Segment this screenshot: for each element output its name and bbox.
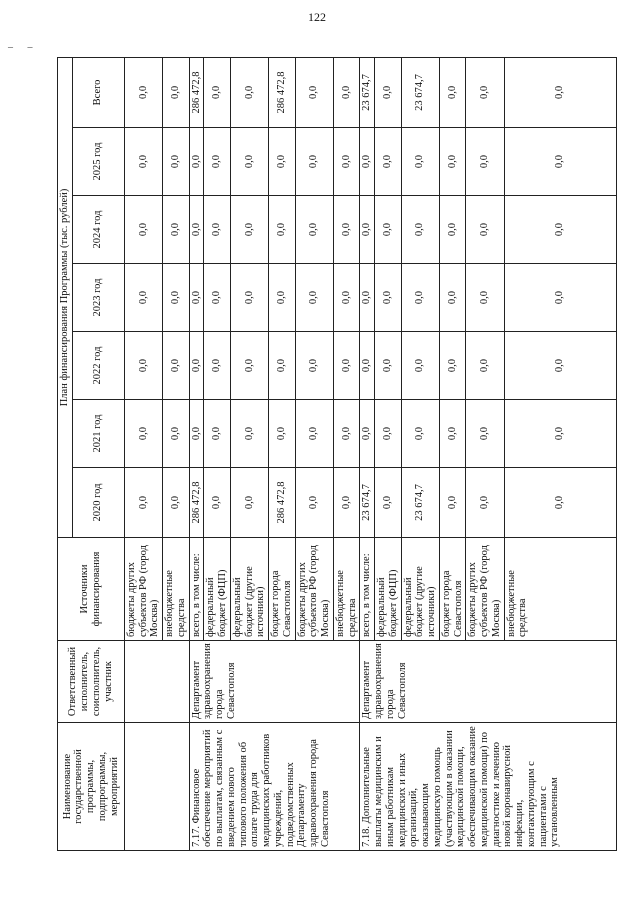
- year-value: 0,0: [333, 400, 360, 468]
- funding-source: федеральный бюджет (ФЦП): [204, 538, 231, 641]
- year-value: 0,0: [124, 468, 162, 538]
- year-value: 0,0: [295, 468, 333, 538]
- year-value: 0,0: [466, 264, 504, 332]
- table-body: [124, 57, 616, 850]
- year-value: 0,0: [269, 400, 296, 468]
- year-value: 0,0: [504, 400, 616, 468]
- year-value: 0,0: [204, 400, 231, 468]
- year-value: 0,0: [333, 128, 360, 196]
- year-value: 0,0: [360, 128, 375, 196]
- year-value: 0,0: [189, 332, 204, 400]
- year-value: 0,0: [504, 196, 616, 264]
- year-value: 0,0: [230, 264, 268, 332]
- total-value: 286 472,8: [189, 57, 204, 127]
- header-name: Наименование государственной программы, подпрограммы, мероприятий: [58, 723, 125, 851]
- year-value: 0,0: [360, 332, 375, 400]
- responsible-executor: Департамент здравоохранения города Севастополя: [189, 641, 360, 723]
- header-year: 2020 год: [72, 468, 124, 538]
- year-value: 0,0: [439, 128, 466, 196]
- total-value: 0,0: [204, 57, 231, 127]
- year-value: 0,0: [269, 332, 296, 400]
- year-value: 0,0: [295, 332, 333, 400]
- year-value: 0,0: [204, 196, 231, 264]
- year-value: 0,0: [401, 264, 439, 332]
- year-value: 0,0: [333, 264, 360, 332]
- year-value: 0,0: [295, 400, 333, 468]
- year-value: 0,0: [375, 196, 402, 264]
- year-value: 23 674,7: [401, 468, 439, 538]
- total-value: 286 472,8: [269, 57, 296, 127]
- year-value: 0,0: [124, 128, 162, 196]
- financing-table: [57, 57, 617, 851]
- header-year: 2022 год: [72, 332, 124, 400]
- year-value: 0,0: [504, 468, 616, 538]
- year-value: 0,0: [269, 196, 296, 264]
- year-value: 0,0: [333, 332, 360, 400]
- rotated-table-container: [57, 58, 610, 851]
- year-value: 0,0: [124, 196, 162, 264]
- funding-source: бюджет города Севастополя: [269, 538, 296, 641]
- year-value: 0,0: [439, 196, 466, 264]
- year-value: 0,0: [124, 264, 162, 332]
- total-value: 0,0: [466, 57, 504, 127]
- year-value: 0,0: [230, 468, 268, 538]
- year-value: 0,0: [504, 128, 616, 196]
- year-value: 23 674,7: [360, 468, 375, 538]
- year-value: 0,0: [230, 196, 268, 264]
- funding-source: федеральный бюджет (другие источники): [401, 538, 439, 641]
- total-value: 0,0: [439, 57, 466, 127]
- funding-source: бюджеты других субъектов РФ (город Москва): [124, 538, 162, 641]
- year-value: 0,0: [466, 468, 504, 538]
- year-value: 0,0: [204, 468, 231, 538]
- year-value: 0,0: [189, 196, 204, 264]
- year-value: 0,0: [230, 332, 268, 400]
- funding-source: всего, в том числе:: [360, 538, 375, 641]
- year-value: 0,0: [466, 400, 504, 468]
- year-value: 0,0: [360, 400, 375, 468]
- total-value: 0,0: [163, 57, 190, 127]
- year-value: 0,0: [269, 128, 296, 196]
- year-value: 0,0: [163, 400, 190, 468]
- year-value: 0,0: [466, 196, 504, 264]
- year-value: 0,0: [401, 196, 439, 264]
- header-year: 2024 год: [72, 196, 124, 264]
- year-value: 0,0: [439, 400, 466, 468]
- funding-source: внебюджетные средства: [333, 538, 360, 641]
- year-value: 0,0: [204, 264, 231, 332]
- year-value: 0,0: [466, 128, 504, 196]
- year-value: 0,0: [295, 264, 333, 332]
- year-value: 0,0: [401, 400, 439, 468]
- table-row: [124, 57, 162, 850]
- year-value: 0,0: [163, 128, 190, 196]
- year-value: 0,0: [163, 332, 190, 400]
- funding-source: бюджеты других субъектов РФ (город Москва): [295, 538, 333, 641]
- year-value: 0,0: [189, 264, 204, 332]
- total-value: 0,0: [295, 57, 333, 127]
- total-value: 0,0: [333, 57, 360, 127]
- header-sources: Источники финансирования: [58, 538, 125, 641]
- activity-name: 7.18. Дополнительные выплаты медицинским и иным работникам медицинских и иных организаций, оказывающим медицинскую помощь (участвующим в оказании медицинской помощи, обеспечивающим оказание медицинской помощи) по диагностике и лечению новой коронавирусной инфекции, контактирующим с пациентами с установленным: [360, 723, 616, 851]
- total-value: 0,0: [375, 57, 402, 127]
- year-value: 0,0: [204, 128, 231, 196]
- year-value: 0,0: [333, 196, 360, 264]
- funding-source: федеральный бюджет (другие источники): [230, 538, 268, 641]
- funding-source: бюджеты других субъектов РФ (город Москва): [466, 538, 504, 641]
- year-value: 0,0: [375, 400, 402, 468]
- year-value: 0,0: [124, 400, 162, 468]
- header-year: 2021 год: [72, 400, 124, 468]
- year-value: 0,0: [189, 128, 204, 196]
- funding-source: бюджет города Севастополя: [439, 538, 466, 641]
- total-value: 0,0: [124, 57, 162, 127]
- year-value: 0,0: [375, 332, 402, 400]
- funding-source: внебюджетные средства: [163, 538, 190, 641]
- total-value: 0,0: [504, 57, 616, 127]
- page-number: 122: [308, 10, 326, 24]
- year-value: 0,0: [230, 400, 268, 468]
- year-value: 0,0: [124, 332, 162, 400]
- scan-marks: – –: [8, 42, 39, 53]
- year-value: 0,0: [401, 332, 439, 400]
- year-value: 0,0: [333, 468, 360, 538]
- header-year: 2025 год: [72, 128, 124, 196]
- year-value: 0,0: [269, 264, 296, 332]
- year-value: 0,0: [360, 264, 375, 332]
- year-value: 0,0: [375, 128, 402, 196]
- funding-source: федеральный бюджет (ФЦП): [375, 538, 402, 641]
- year-value: 0,0: [163, 468, 190, 538]
- year-value: 0,0: [360, 196, 375, 264]
- year-value: 286 472,8: [269, 468, 296, 538]
- year-value: 0,0: [401, 128, 439, 196]
- total-value: 23 674,7: [401, 57, 439, 127]
- header-plan: План финансирования Программы (тыс. рублей): [58, 57, 73, 537]
- header-total: Всего: [72, 57, 124, 127]
- funding-source: внебюджетные средства: [504, 538, 616, 641]
- year-value: 0,0: [439, 468, 466, 538]
- activity-name: 7.17. Финансовое обеспечение мероприятий по выплатам, связанным с введением нового типового положения об оплате труда для медицинских работников учреждений, подведомственных Департаменту здравоохранения города Севастополя: [189, 723, 360, 851]
- year-value: 0,0: [375, 264, 402, 332]
- year-value: 0,0: [189, 400, 204, 468]
- year-value: 0,0: [163, 264, 190, 332]
- year-value: 0,0: [439, 264, 466, 332]
- funding-source: всего, в том числе:: [189, 538, 204, 641]
- table-row: [189, 57, 204, 850]
- responsible-executor: Департамент здравоохранения города Севастополя: [360, 641, 616, 723]
- year-value: 0,0: [375, 468, 402, 538]
- total-value: 0,0: [230, 57, 268, 127]
- year-value: 0,0: [504, 264, 616, 332]
- header-year: 2023 год: [72, 264, 124, 332]
- year-value: 286 472,8: [189, 468, 204, 538]
- year-value: 0,0: [295, 196, 333, 264]
- year-value: 0,0: [295, 128, 333, 196]
- year-value: 0,0: [163, 196, 190, 264]
- header-executor: Ответственный исполнитель, соисполнитель, участник: [58, 641, 125, 723]
- year-value: 0,0: [466, 332, 504, 400]
- activity-name: [124, 723, 189, 851]
- year-value: 0,0: [230, 128, 268, 196]
- table-row: [360, 57, 375, 850]
- year-value: 0,0: [439, 332, 466, 400]
- total-value: 23 674,7: [360, 57, 375, 127]
- responsible-executor: [124, 641, 189, 723]
- year-value: 0,0: [504, 332, 616, 400]
- year-value: 0,0: [204, 332, 231, 400]
